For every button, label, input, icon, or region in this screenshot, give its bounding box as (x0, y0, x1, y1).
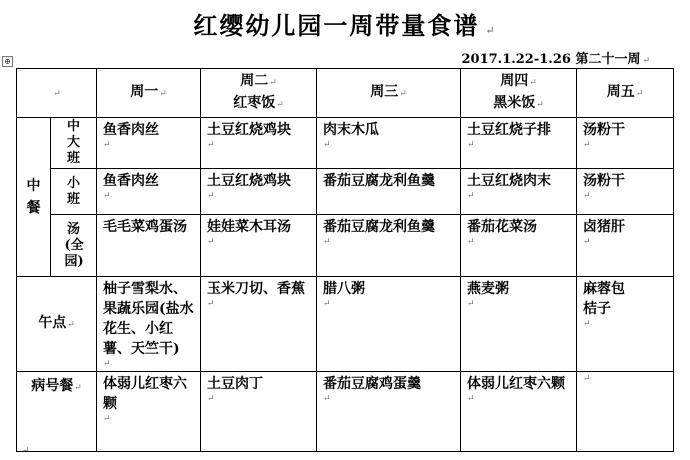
header-day-thu: 周四↵ 黑米饭↵ (461, 69, 577, 118)
sick-meal-label: 病号餐↵ (17, 372, 97, 452)
sick-meal-row (17, 372, 674, 452)
menu-cell: 麻蓉包桔子 ↵ (577, 277, 674, 372)
header-day-tue: 周二↵ 红枣饭↵ (201, 69, 317, 118)
paragraph-mark-icon: ↵ (642, 56, 650, 66)
lunch-class-label: 中大班 (51, 118, 97, 169)
snack-row (17, 277, 674, 372)
table-move-handle-icon[interactable]: ⊕ (2, 56, 13, 67)
menu-cell: 番茄豆腐龙利鱼羹 ↵ (317, 215, 461, 277)
header-day-mon: 周一↵ (97, 69, 201, 118)
header-blank-cell: ↵ (17, 69, 97, 118)
lunch-class-label: 汤(全园) (51, 215, 97, 277)
header-row (17, 69, 674, 118)
menu-cell: 汤粉干 ↵ (577, 118, 674, 169)
menu-cell: 番茄花菜汤 ↵ (461, 215, 577, 277)
menu-cell: 柚子雪梨水、果蔬乐园(盐水花生、小红薯、天竺干) ↵ (97, 277, 201, 372)
menu-cell: 汤粉干 ↵ (577, 169, 674, 215)
paragraph-mark-icon: ↵ (485, 24, 497, 37)
menu-cell: 燕麦粥 ↵ (461, 277, 577, 372)
menu-cell: 土豆红烧肉末 ↵ (461, 169, 577, 215)
paragraph-mark-icon: ↵ (22, 446, 30, 456)
menu-cell: 番茄豆腐龙利鱼羹 (317, 169, 461, 215)
menu-cell: 土豆红烧子排 ↵ (461, 118, 577, 169)
menu-cell: ↵ (577, 372, 674, 452)
lunch-row-small (17, 169, 674, 215)
page-title: 红缨幼儿园一周带量食谱 ↵ (193, 11, 497, 40)
menu-cell: 体弱儿红枣六颗 ↵ (97, 372, 201, 452)
week-subtitle: 2017.1.22-1.26 第二十一周 ↵ (461, 52, 650, 67)
menu-cell: 土豆红烧鸡块 ↵ (201, 118, 317, 169)
menu-cell: 土豆肉丁 ↵ (201, 372, 317, 452)
menu-cell: 鱼香肉丝 ↵ (97, 118, 201, 169)
lunch-row-soup (17, 215, 674, 277)
menu-cell: 腊八粥 ↵ (317, 277, 461, 372)
weekly-menu-table (16, 68, 674, 452)
menu-cell: 鱼香肉丝 ↵ (97, 169, 201, 215)
menu-cell: 土豆红烧鸡块 ↵ (201, 169, 317, 215)
menu-cell: 体弱儿红枣六颗 ↵ (461, 372, 577, 452)
menu-cell: 毛毛菜鸡蛋汤 (97, 215, 201, 277)
snack-label: 午点↵ (17, 277, 97, 372)
lunch-label: 中餐 (17, 118, 51, 277)
menu-cell: 番茄豆腐鸡蛋羹 ↵ (317, 372, 461, 452)
menu-cell: 肉末木瓜 ↵ (317, 118, 461, 169)
lunch-row-middle-large (17, 118, 674, 169)
lunch-class-label: 小班 (51, 169, 97, 215)
header-day-fri: 周五↵ (577, 69, 674, 118)
menu-cell: 娃娃菜木耳汤 ↵ (201, 215, 317, 277)
header-day-wed: 周三↵ (317, 69, 461, 118)
menu-cell: 卤猪肝 ↵ (577, 215, 674, 277)
menu-cell: 玉米刀切、香蕉 ↵ (201, 277, 317, 372)
